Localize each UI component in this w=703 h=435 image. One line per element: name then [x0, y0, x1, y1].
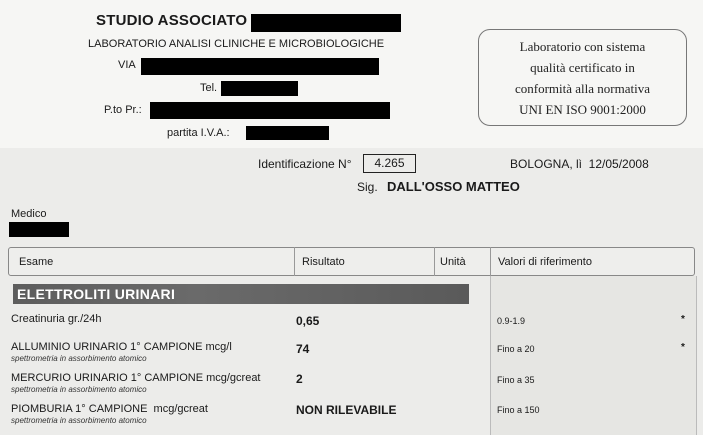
- exam-name: MERCURIO URINARIO 1° CAMPIONE mcg/gcreat: [11, 372, 261, 384]
- col-header-result: Risultato: [302, 256, 345, 268]
- out-of-range-flag: *: [681, 342, 685, 353]
- patient-name: DALL'OSSO MATTEO: [387, 179, 520, 194]
- column-divider: [294, 247, 295, 276]
- col-header-unit: Unità: [440, 256, 466, 268]
- column-divider: [434, 247, 435, 276]
- cert-line: Laboratorio con sistema: [519, 39, 646, 54]
- certification-box: [478, 29, 687, 126]
- exam-name: PIOMBURIA 1° CAMPIONE mcg/gcreat: [11, 403, 208, 415]
- out-of-range-flag: *: [681, 314, 685, 325]
- redacted-phone: [221, 81, 298, 96]
- exam-reference: 0.9-1.9: [497, 316, 526, 326]
- place-date: BOLOGNA, lì 12/05/2008: [510, 157, 649, 171]
- exam-result: 2: [296, 372, 303, 386]
- address-label: VIA: [118, 59, 136, 71]
- exam-result: 0,65: [296, 314, 320, 328]
- lab-subtitle: LABORATORIO ANALISI CLINICHE E MICROBIOLOGICHE: [88, 38, 385, 50]
- col-header-exam: Esame: [19, 256, 54, 268]
- exam-method: spettrometria in assorbimento atomico: [11, 385, 147, 394]
- exam-result: NON RILEVABILE: [296, 403, 397, 417]
- cert-line: qualità certificato in: [530, 60, 635, 75]
- vat-label: partita I.V.A.:: [167, 127, 230, 139]
- redacted-owner: [150, 102, 390, 119]
- redacted-vat: [246, 126, 329, 140]
- cert-line: UNI EN ISO 9001:2000: [519, 102, 646, 117]
- redacted-address: [141, 58, 379, 75]
- exam-reference: Fino a 20: [497, 344, 535, 354]
- redacted-medico: [9, 222, 69, 237]
- exam-reference: Fino a 150: [497, 405, 540, 415]
- id-value: 4.265: [363, 154, 416, 173]
- exam-name: ALLUMINIO URINARIO 1° CAMPIONE mcg/l: [11, 341, 232, 353]
- lab-name: STUDIO ASSOCIATO: [96, 12, 248, 29]
- cert-line: conformità alla normativa: [514, 81, 650, 96]
- redacted-lab-name: [251, 14, 401, 32]
- exam-method: spettrometria in assorbimento atomico: [11, 354, 147, 363]
- phone-label: Tel.: [200, 82, 218, 94]
- owner-label: P.to Pr.:: [104, 104, 142, 116]
- exam-reference: Fino a 35: [497, 375, 535, 385]
- column-divider: [490, 247, 491, 276]
- medico-label: Medico: [11, 208, 47, 220]
- exam-name: Creatinuria gr./24h: [11, 313, 102, 325]
- section-title: ELETTROLITI URINARI: [17, 286, 176, 302]
- exam-result: 74: [296, 342, 310, 356]
- patient-prefix: Sig.: [357, 180, 378, 194]
- col-header-reference: Valori di riferimento: [498, 256, 592, 268]
- id-label: Identificazione N°: [258, 157, 352, 171]
- exam-method: spettrometria in assorbimento atomico: [11, 416, 147, 425]
